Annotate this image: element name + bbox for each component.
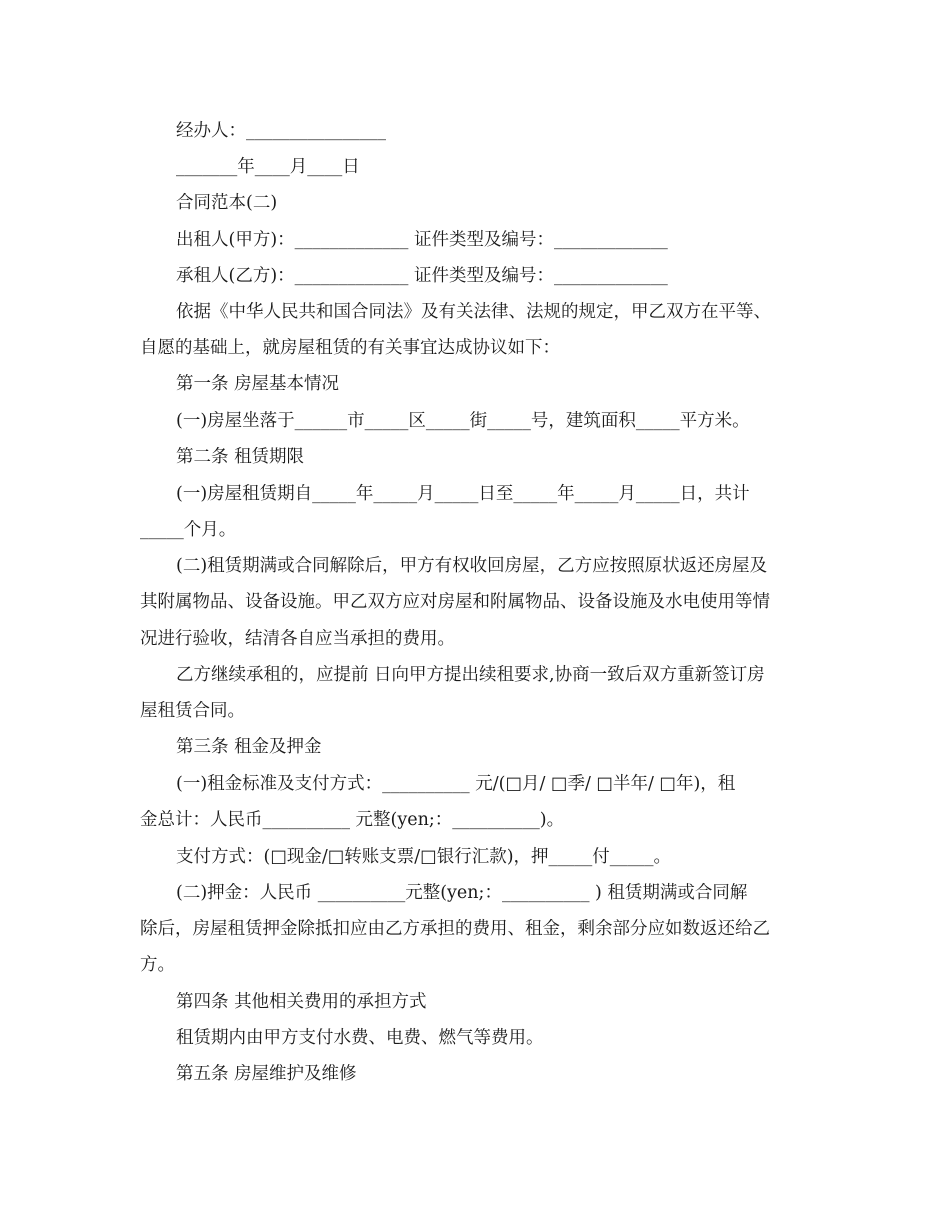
deposit-line-1: (二)押金：人民币 __________元整(yen;：__________ ) 租赁期满或合同解: [176, 883, 748, 903]
article-1-heading: 第一条 房屋基本情况: [176, 374, 340, 394]
article-4-body: 租赁期内由甲方支付水费、电费、燃气等费用。: [176, 1028, 544, 1048]
deposit-line-2: 除后，房屋租赁押金除抵扣应由乙方承担的费用、租金，剩余部分应如数返还给乙: [140, 919, 770, 939]
article-2-clause-2-line-1: (二)租赁期满或合同解除后，甲方有权收回房屋，乙方应按照原状返还房屋及: [176, 556, 768, 576]
article-3-clause-1-line-1: (一)租金标准及支付方式：__________ 元/(□月/ □季/ □半年/ □年)，租: [176, 774, 736, 794]
article-3-heading: 第三条 租金及押金: [176, 737, 322, 757]
article-2-heading: 第二条 租赁期限: [176, 447, 305, 467]
lessor-line: 出租人(甲方)：_____________ 证件类型及编号：_____________: [176, 230, 668, 250]
article-5-heading: 第五条 房屋维护及维修: [176, 1064, 357, 1084]
article-2-clause-1-line-2: _____个月。: [140, 520, 237, 540]
payment-method-line: 支付方式：(□现金/□转账支票/□银行汇款)，押_____付_____。: [176, 847, 672, 867]
article-2-clause-2-line-2: 其附属物品、设备设施。甲乙双方应对房屋和附属物品、设备设施及水电使用等情: [140, 592, 770, 612]
preamble-line-2: 自愿的基础上，就房屋租赁的有关事宜达成协议如下：: [140, 338, 560, 358]
renewal-line-2: 屋租赁合同。: [140, 701, 245, 721]
article-1-clause-1: (一)房屋坐落于______市_____区_____街_____号，建筑面积_____平方米。: [176, 411, 750, 431]
renewal-line-1: 乙方继续承租的，应提前 日向甲方提出续租要求,协商一致后双方重新签订房: [176, 665, 765, 685]
article-2-clause-2-line-3: 况进行验收，结清各自应当承担的费用。: [140, 629, 455, 649]
article-2-clause-1-line-1: (一)房屋租赁期自_____年_____月_____日至_____年_____月_____日，共计: [176, 484, 750, 504]
handler-line: 经办人：________________: [176, 121, 386, 141]
preamble-line-1: 依据《中华人民共和国合同法》及有关法律、法规的规定，甲乙双方在平等、: [176, 302, 771, 322]
deposit-line-3: 方。: [140, 955, 175, 975]
date-line: _______年____月____日: [176, 157, 360, 177]
article-3-clause-1-line-2: 金总计：人民币__________ 元整(yen;：__________)。: [140, 810, 565, 830]
article-4-heading: 第四条 其他相关费用的承担方式: [176, 992, 427, 1012]
lessee-line: 承租人(乙方)：_____________ 证件类型及编号：_____________: [176, 266, 668, 286]
contract-template-title: 合同范本(二): [176, 193, 278, 213]
